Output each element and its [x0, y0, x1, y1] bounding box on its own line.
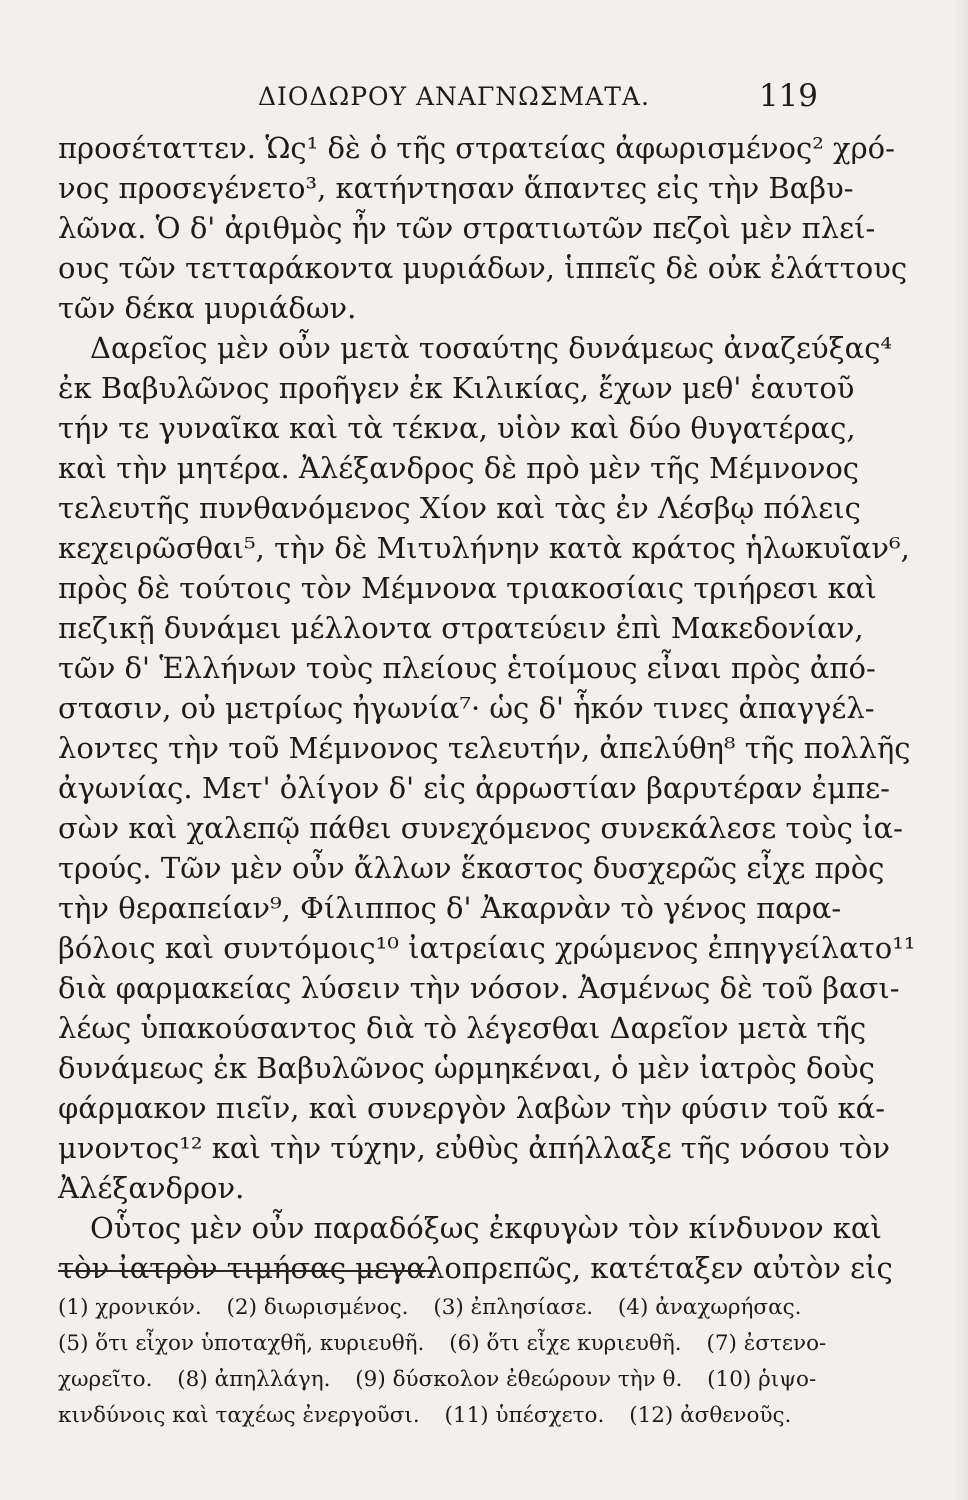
text-line: φάρμακον πιεῖν, καὶ συνεργὸν λαβὼν τὴν φύσιν τοῦ κά- [58, 1091, 886, 1125]
footnotes [58, 1290, 827, 1434]
footnote: χωρεῖτο. [58, 1367, 153, 1392]
footnote: (10) ῥιψο- [707, 1367, 817, 1392]
footnote: κινδύνοις καὶ ταχέως ἐνεργοῦσι. [58, 1403, 420, 1428]
text-line: στασιν, οὐ μετρίως ἠγωνία⁷· ὡς δ' ἧκόν τινες ἀπαγγέλ- [58, 691, 875, 725]
text-line: τρούς. Τῶν μὲν οὖν ἄλλων ἕκαστος δυσχερῶς εἶχε πρὸς [58, 851, 885, 885]
paragraph-2 [58, 328, 916, 1208]
footnote: (4) ἀναχωρήσας. [617, 1295, 802, 1320]
page-number: 119 [758, 78, 818, 114]
footnote: (7) ἐστενο- [706, 1331, 827, 1356]
text-line: τὸν ἰατρὸν τιμήσας μεγαλοπρεπῶς, κατέταξεν αὐτὸν εἰς [58, 1251, 893, 1285]
text-line: διὰ φαρμακείας λύσειν τὴν νόσον. Ἀσμένως δὲ τοῦ βασι- [58, 971, 900, 1005]
text-line: ἀγωνίας. Μετ' ὀλίγον δ' εἰς ἀρρωστίαν βαρυτέραν ἐμπε- [58, 771, 890, 805]
footnote: (8) ἀπηλλάγη. [177, 1367, 331, 1392]
text-line: τὴν θεραπείαν⁹, Φίλιππος δ' Ἀκαρνὰν τὸ γένος παρα- [58, 891, 842, 925]
text-line: νος προσεγένετο³, κατήντησαν ἅπαντες εἰς τὴν Βαβυ- [58, 171, 854, 205]
text-line: προσέταττεν. Ὡς¹ δὲ ὁ τῆς στρατείας ἀφωρισμένος² χρό- [58, 131, 895, 165]
text-line: Δαρεῖος μὲν οὖν μετὰ τοσαύτης δυνάμεως ἀναζεύξας⁴ [90, 331, 893, 365]
text-line: καὶ τὴν μητέρα. Ἀλέξανδρος δὲ πρὸ μὲν τῆς Μέμνονος [58, 451, 860, 485]
footnote-divider [58, 1270, 436, 1272]
footnote: (9) δύσκολον ἐθεώρουν τὴν θ. [355, 1367, 683, 1392]
footnote-line [58, 1290, 818, 1326]
text-line: βόλοις καὶ συντόμοις¹⁰ ἰατρείαις χρώμενος ἐπηγγείλατο¹¹ [58, 931, 916, 965]
footnote: (3) ἐπλησίασε. [433, 1295, 594, 1320]
text-line: τήν τε γυναῖκα καὶ τὰ τέκνα, υἱὸν καὶ δύο θυγατέρας, [58, 411, 856, 445]
paragraph-3 [58, 1208, 893, 1288]
text-line: τῶν δέκα μυριάδων. [58, 291, 357, 325]
footnote: (6) ὅτι εἶχε κυριευθῆ. [449, 1331, 682, 1356]
footnote: (12) ἀσθενοῦς. [629, 1403, 792, 1428]
footnote: (2) διωρισμένος. [226, 1295, 409, 1320]
text-line: κεχειρῶσθαι⁵, τὴν δὲ Μιτυλήνην κατὰ κράτος ἡλωκυῖαν⁶, [58, 531, 910, 565]
text-line: σὼν καὶ χαλεπῷ πάθει συνεχόμενος συνεκάλεσε τοὺς ἰα- [58, 811, 903, 845]
footnote-line [58, 1398, 818, 1434]
footnote: (11) ὑπέσχετο. [444, 1403, 605, 1428]
text-line: ους τῶν τετταράκοντα μυριάδων, ἱππεῖς δὲ οὐκ ἐλάττους [58, 251, 908, 285]
text-line: λοντες τὴν τοῦ Μέμνονος τελευτήν, ἀπελύθη⁸ τῆς πολλῆς [58, 731, 911, 765]
text-line: Οὗτος μὲν οὖν παραδόξως ἐκφυγὼν τὸν κίνδυνον καὶ [90, 1211, 882, 1245]
text-line: τελευτῆς πυνθανόμενος Χίον καὶ τὰς ἐν Λέσβῳ πόλεις [58, 491, 861, 525]
page-header [58, 78, 818, 118]
footnote: (1) χρονικόν. [58, 1295, 202, 1320]
text-line: μνοντος¹² καὶ τὴν τύχην, εὐθὺς ἀπήλλαξε τῆς νόσου τὸν [58, 1131, 891, 1165]
paragraph-1 [58, 128, 908, 328]
footnote: (5) ὅτι εἶχον ὑποταχθῆ, κυριευθῆ. [58, 1331, 425, 1356]
text-line: Ἀλέξανδρον. [58, 1171, 245, 1205]
text-line: λέως ὑπακούσαντος διὰ τὸ λέγεσθαι Δαρεῖον μετὰ τῆς [58, 1011, 867, 1045]
text-line: δυνάμεως ἐκ Βαβυλῶνος ὡρμηκέναι, ὁ μὲν ἰατρὸς δοὺς [58, 1051, 875, 1085]
running-title: ΔΙΟΔΩΡΟΥ ΑΝΑΓΝΩΣΜΑΤΑ. [258, 82, 650, 111]
text-line: τῶν δ' Ἑλλήνων τοὺς πλείους ἑτοίμους εἶναι πρὸς ἀπό- [58, 651, 876, 685]
text-line: πρὸς δὲ τούτοις τὸν Μέμνονα τριακοσίαις τριήρεσι καὶ [58, 571, 877, 605]
footnote-line [58, 1362, 818, 1398]
text-line: λῶνα. Ὁ δ' ἀριθμὸς ἦν τῶν στρατιωτῶν πεζοὶ μὲν πλεί- [58, 211, 876, 245]
text-line: ἐκ Βαβυλῶνος προῆγεν ἐκ Κιλικίας, ἔχων μεθ' ἑαυτοῦ [58, 371, 855, 405]
text-line: πεζικῇ δυνάμει μέλλοντα στρατεύειν ἐπὶ Μακεδονίαν, [58, 611, 864, 645]
page-edge-shadow [954, 0, 968, 1500]
main-text [58, 128, 916, 1288]
footnote-line [58, 1326, 827, 1362]
